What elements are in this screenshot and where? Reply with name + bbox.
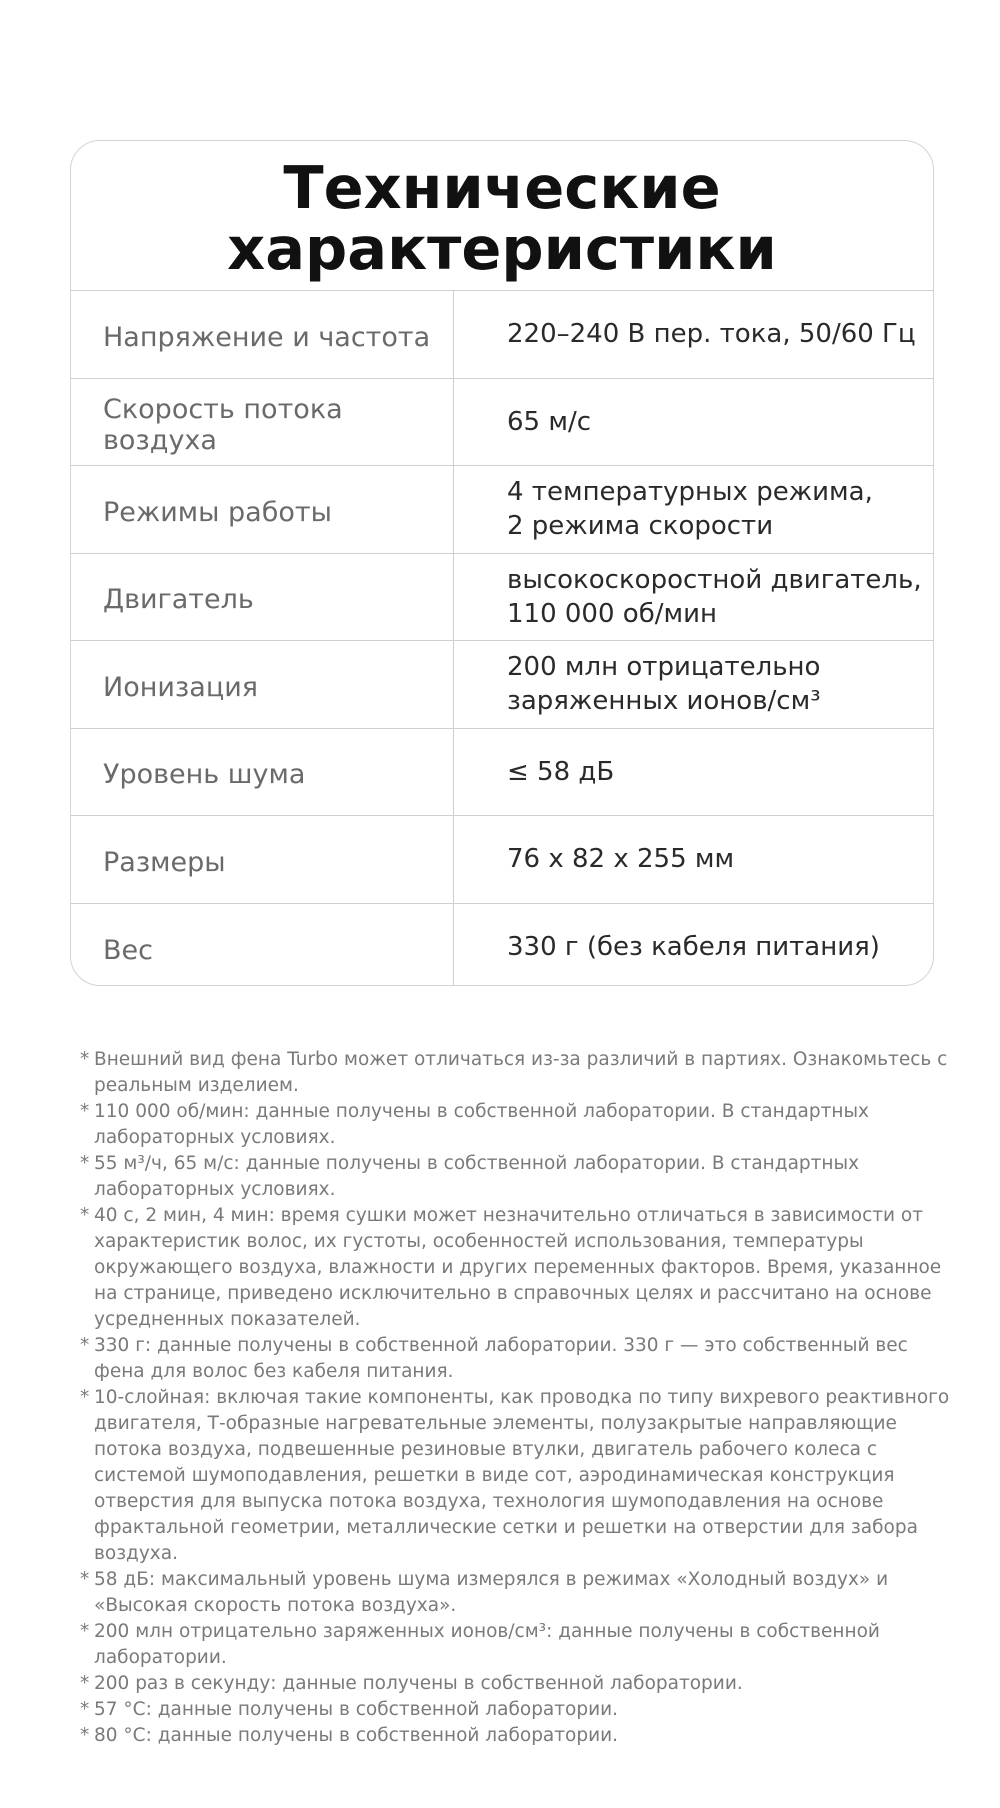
- spec-value: ≤ 58 дБ: [507, 756, 615, 787]
- spec-label: Режимы работы: [71, 466, 454, 553]
- spec-title: [71, 141, 933, 291]
- spec-value: 4 температурных режима, 2 режима скорости: [507, 477, 873, 542]
- spec-value: 76 x 82 x 255 мм: [507, 844, 735, 875]
- spec-label: Напряжение и частота: [71, 291, 454, 378]
- spec-title-line-2: характеристики: [227, 213, 777, 283]
- spec-row-modes: [71, 466, 933, 554]
- spec-label: Размеры: [71, 816, 454, 903]
- spec-row-airflow: [71, 379, 933, 467]
- footnote: * 80 °C: данные получены в собственной лаборатории.: [80, 1723, 950, 1749]
- spec-row-noise: [71, 729, 933, 817]
- footnote: * 110 000 об/мин: данные получены в собственной лаборатории. В стандартных лабораторных условиях.: [80, 1099, 950, 1151]
- footnote: * 55 м³/ч, 65 м/с: данные получены в собственной лаборатории. В стандартных лабораторных условиях.: [80, 1151, 950, 1203]
- footnote: * 57 °C: данные получены в собственной лаборатории.: [80, 1697, 950, 1723]
- spec-row-voltage: [71, 291, 933, 379]
- footnote: * 200 раз в секунду: данные получены в собственной лаборатории.: [80, 1671, 950, 1697]
- spec-row-dimensions: [71, 816, 933, 904]
- spec-value: 65 м/с: [507, 406, 592, 437]
- spec-table: [70, 140, 934, 986]
- spec-value: 200 млн отрицательно заряженных ионов/см³: [507, 652, 821, 717]
- footnote: * Внешний вид фена Turbo может отличаться из-за различий в партиях. Ознакомьтесь с реальным изделием.: [80, 1047, 950, 1099]
- footnote: * 10-слойная: включая такие компоненты, как проводка по типу вихревого реактивного двигателя, Т-образные нагревательные элементы, полузакрытые направляющие потока воздуха, подвешенные резиновые втулки, двигатель рабочего колеса с системой шумоподавления, решетки в виде сот, аэродинамическая конструкция отверстия для выпуска потока воздуха, технология шумоподавления на основе фрактальной геометрии, металлические сетки и решетки на отверстии для забора воздуха.: [80, 1385, 950, 1567]
- spec-row-motor: [71, 554, 933, 642]
- spec-label: Скорость потока воздуха: [71, 379, 454, 466]
- footnote: * 330 г: данные получены в собственной лаборатории. 330 г — это собственный вес фена для волос без кабеля питания.: [80, 1333, 950, 1385]
- spec-label: Двигатель: [71, 554, 454, 641]
- spec-value: высокоскоростной двигатель, 110 000 об/мин: [507, 564, 922, 629]
- footnote: * 40 с, 2 мин, 4 мин: время сушки может незначительно отличаться в зависимости от характеристик волос, их густоты, особенностей использования, температуры окружающего воздуха, влажности и других переменных факторов. Время, указанное на странице, приведено исключительно в справочных целях и рассчитано на основе усредненных показателей.: [80, 1203, 950, 1333]
- spec-label: Вес: [71, 904, 454, 987]
- spec-row-ionization: [71, 641, 933, 729]
- spec-row-weight: [71, 904, 933, 987]
- footnote: * 200 млн отрицательно заряженных ионов/см³: данные получены в собственной лаборатории.: [80, 1619, 950, 1671]
- footnote: * 58 дБ: максимальный уровень шума измерялся в режимах «Холодный воздух» и «Высокая скорость потока воздуха».: [80, 1567, 950, 1619]
- spec-title-line-1: Технические: [283, 152, 721, 222]
- spec-label: Ионизация: [71, 641, 454, 728]
- spec-value: 220–240 В пер. тока, 50/60 Гц: [507, 319, 916, 350]
- spec-label: Уровень шума: [71, 729, 454, 816]
- footnotes: [80, 1047, 950, 1749]
- spec-value: 330 г (без кабеля питания): [507, 932, 880, 963]
